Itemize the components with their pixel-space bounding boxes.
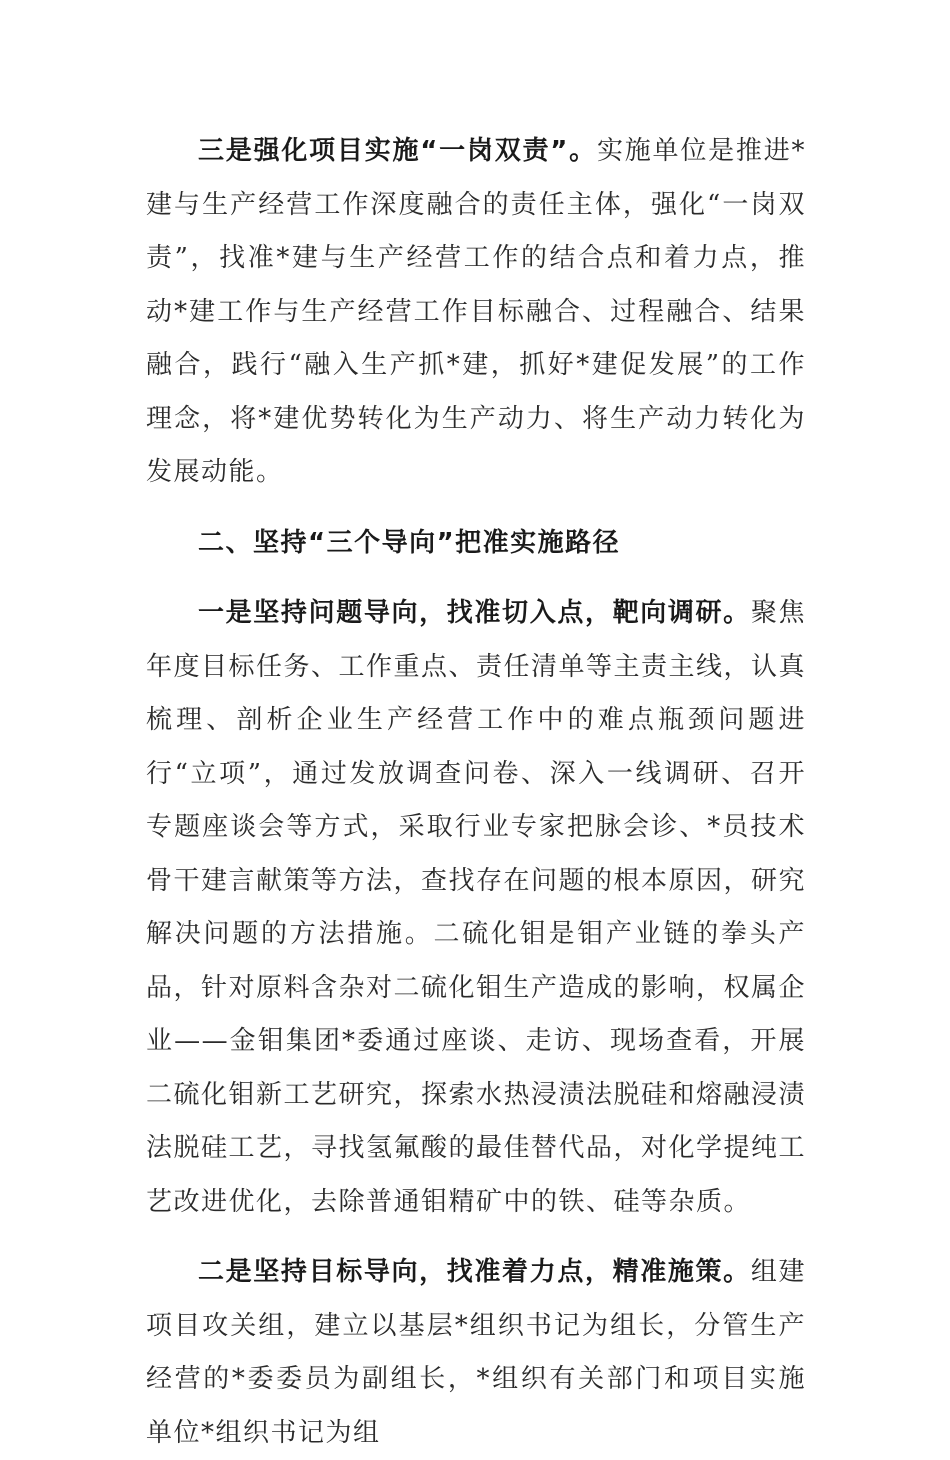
paragraph-goal-oriented: [146, 1246, 806, 1460]
document-page: [146, 125, 806, 1460]
paragraph-problem-oriented: [146, 587, 806, 1229]
paragraph-body: 聚焦年度目标任务、工作重点、责任清单等主责主线，认真梳理、剖析企业生产经营工作中的难点瓶颈问题进行“立项”，通过发放调查问卷、深入一线调研、召开专题座谈会等方式，采取行业专家把脉会诊、*员技术骨干建言献策等方法，查找存在问题的根本原因，研究解决问题的方法措施。二硫化钼是钼产业链的拳头产品，针对原料含杂对二硫化钼生产造成的影响，权属企业——金钼集团*委通过座谈、走访、现场查看，开展二硫化钼新工艺研究，探索水热浸渍法脱硅和熔融浸渍法脱硅工艺，寻找氢氟酸的最佳替代品，对化学提纯工艺改进优化，去除普通钼精矿中的铁、硅等杂质。: [146, 598, 807, 1217]
section-heading: 二、坚持“三个导向”把准实施路径: [198, 527, 621, 558]
paragraph-body: 实施单位是推进*建与生产经营工作深度融合的责任主体，强化“一岗双责”，找准*建与生产经营工作的结合点和着力点，推动*建工作与生产经营工作目标融合、过程融合、结果融合，践行“融入生产抓*建，抓好*建促发展”的工作理念，将*建优势转化为生产动力、将生产动力转化为发展动能。: [146, 136, 806, 487]
paragraph-lead: 三是强化项目实施“一岗双责”。: [198, 136, 597, 166]
paragraph-lead: 一是坚持问题导向，找准切入点，靶向调研。: [198, 598, 751, 628]
paragraph-lead: 二是坚持目标导向，找准着力点，精准施策。: [198, 1257, 751, 1287]
paragraph-one-post-one-responsibility: [146, 125, 806, 500]
paragraph-body: 组建项目攻关组，建立以基层*组织书记为组长，分管生产经营的*委委员为副组长，*组织有关部门和项目实施单位*组织书记为组: [146, 1257, 806, 1448]
